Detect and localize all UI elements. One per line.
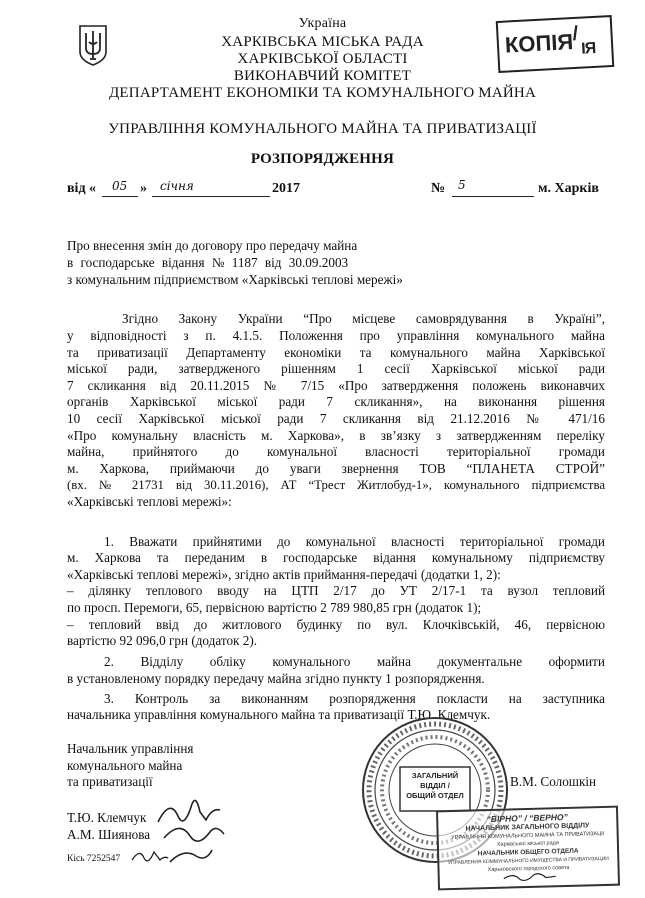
item-line: в установленому порядку передачу майна згідно пункту 1 розпорядження.: [67, 671, 485, 686]
preamble-line: у відповідності з п. 4.1.5. Положення про управління комунального майна: [67, 328, 605, 343]
footer-code: Кісь 7252547: [67, 854, 121, 864]
header-country: Україна: [298, 16, 347, 31]
item-line: «Харківські теплові мережі», згідно актів приймання-передачі (додатки 1, 2):: [67, 567, 501, 582]
approval-name: А.М. Шиянова: [67, 827, 151, 842]
item-line: 2. Відділу обліку комунального майна документальне оформити: [104, 654, 605, 669]
signatory-title-line: Начальник управління: [67, 741, 194, 756]
preamble-line: 7 скликання від 20.11.2015 № 7/15 «Про затвердження положень виконавчих: [67, 378, 605, 393]
date-year: 2017: [272, 181, 300, 196]
preamble-line: майна, прийнятого до комунальної власності територіальної громади: [67, 444, 605, 459]
preamble-line: міської ради, затвердженого рішенням 1 сесії Харківської міської ради: [67, 361, 605, 376]
preamble-line: 10 сесії Харківської міської ради 7 скликання від 21.12.2016 № 471/16: [67, 411, 605, 426]
preamble-line: «Харківські теплові мережі»:: [67, 494, 232, 509]
preamble-line: м. Харкова, приймаючи до уваги звернення ТОВ “ПЛАНЕТА СТРОЙ”: [67, 461, 605, 476]
item-line: 3. Контроль за виконанням розпорядження покласти на заступника: [104, 691, 605, 706]
date-close-quote: »: [140, 181, 147, 196]
preamble-line: органів Харківської міської ради 7 скликання», на виконання рішення: [67, 394, 605, 409]
header-council: ХАРКІВСЬКА МІСЬКА РАДА: [221, 34, 424, 50]
signatory-title-line: та приватизації: [67, 774, 153, 789]
item-line: м. Харкова та переданим в господарське відання комунальному підприємству: [67, 550, 605, 565]
preamble-line: Згідно Закону України “Про місцеве самоврядування в Україні”,: [122, 311, 605, 326]
city: м. Харків: [538, 181, 599, 196]
item-line: 1. Вважати прийнятими до комунальної власності територіальної громади: [104, 534, 605, 549]
subject-line: з комунальним підприємством «Харківські теплові мережі»: [67, 272, 403, 287]
initials-icon: [130, 846, 170, 866]
approval-name: Т.Ю. Клемчук: [67, 810, 147, 825]
header-department: ДЕПАРТАМЕНТ ЕКОНОМІКИ ТА КОМУНАЛЬНОГО МАЙНА: [109, 85, 536, 101]
item-line: – ділянку теплового вводу на ЦТП 2/17 до УТ 2/17-1 та вузол тепловий: [67, 583, 605, 598]
stamp-signature-icon: [500, 869, 560, 885]
date-day: 05: [112, 179, 128, 193]
preamble-line: «Про комунальну власність м. Харкова», в зв’язку з затвердженням переліку: [67, 428, 605, 443]
item-line: начальника управління комунального майна та приватизації Т.Ю. Клемчук.: [67, 707, 491, 722]
subject-line: в господарське відання № 1187 від 30.09.2003: [67, 255, 349, 270]
document-number: 5: [458, 178, 466, 192]
item-line: вартістю 92 096,0 грн (додаток 2).: [67, 633, 258, 648]
subject-line: Про внесення змін до договору про передачу майна: [67, 238, 358, 253]
date-from-label: від «: [67, 181, 97, 196]
header-committee: ВИКОНАВЧИЙ КОМІТЕТ: [233, 68, 412, 84]
number-label: №: [431, 181, 446, 196]
certified-copy-stamp: “ВІРНО” / “ВЕРНО” НАЧАЛЬНИК ЗАГАЛЬНОГО ВІДДІЛУ УПРАВЛІННЯ КОМУНАЛЬНОГО МАЙНА ТА ПРИВАТИЗАЦІЇ Харківської міської ради НАЧАЛЬНИК ОБЩЕГО ОТДЕЛА УПРАВЛЕНИЯ КОММУНАЛЬНОГО ИМУЩЕСТВА И ПРИВАТИЗАЦИИ Харьковского городского совета: [436, 806, 620, 891]
item-line: по просп. Перемоги, 65, первісною вартістю 2 789 980,85 грн (додаток 1);: [67, 600, 482, 615]
date-month: січня: [160, 179, 194, 193]
preamble-line: та приватизації Департаменту економіки та комунального майна Харківської: [67, 345, 605, 360]
seal-center-text: ЗАГАЛЬНИЙ ВІДДІЛ / ОБЩИЙ ОТДЕЛ: [406, 771, 464, 800]
preamble-line: (вх. № 21731 від 30.11.2016), АТ “Трест Житлобуд-1», комунального підприємства: [67, 478, 605, 492]
header-region: ХАРКІВСЬКОЇ ОБЛАСТІ: [237, 51, 408, 67]
copy-stamp: КОПІЯ / ІЯ: [496, 15, 615, 73]
header-office: УПРАВЛІННЯ КОМУНАЛЬНОГО МАЙНА ТА ПРИВАТИЗАЦІЇ: [108, 121, 537, 137]
item-line: – тепловий ввід до житлового будинку по вул. Клочківській, 46, первісною: [67, 617, 605, 632]
document-type-title: РОЗПОРЯДЖЕННЯ: [250, 151, 395, 167]
signatory-title-line: комунального майна: [67, 758, 183, 773]
signatory-name: В.М. Солошкін: [510, 774, 597, 789]
copy-stamp-text: КОПІЯ: [504, 29, 574, 58]
